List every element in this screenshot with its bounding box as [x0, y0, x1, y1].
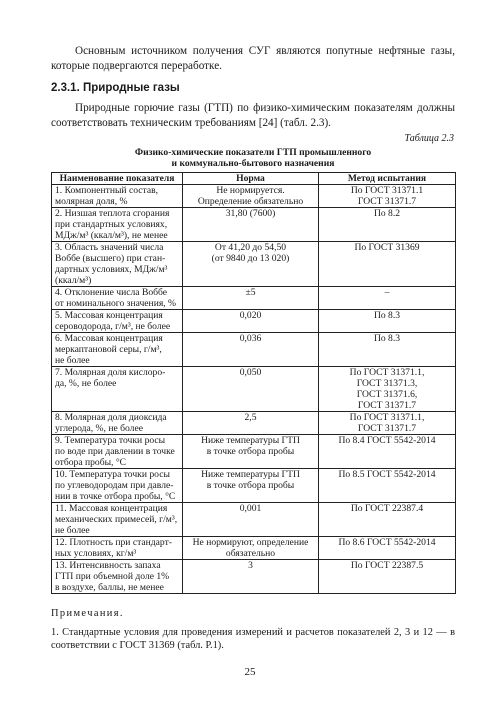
table-title: Физико-химические показатели ГТП промышленного и коммунально-бытового назначения — [134, 147, 372, 169]
method-cell: По ГОСТ 31371.1 ГОСТ 31371.7 — [319, 185, 456, 208]
method-cell: По ГОСТ 22387.5 — [319, 560, 456, 594]
norm-cell: 0,050 — [183, 367, 319, 412]
norm-cell: 0,001 — [183, 503, 319, 537]
indicator-cell: 1. Компонентный состав, молярная доля, % — [52, 185, 183, 208]
norm-cell: Не нормируют, определение обязательно — [183, 537, 319, 560]
intro-paragraph-text: Основным источником получения СУГ являются попутные нефтяные газы, которые подвергаются переработке. — [51, 45, 455, 72]
table-caption: Таблица 2.3 — [404, 133, 454, 144]
header-norm: Норма — [183, 173, 319, 185]
indicator-cell: 12. Плотность при стандарт- ных условиях, кг/м³ — [52, 537, 183, 560]
norm-cell: ±5 — [183, 287, 319, 310]
method-cell: По ГОСТ 31371.1, ГОСТ 31371.3, ГОСТ 31371.6, ГОСТ 31371.7 — [319, 367, 456, 412]
indicator-cell: 11. Массовая концентрация механических примесей, г/м³, не более — [52, 503, 183, 537]
norm-cell: От 41,20 до 54,50 (от 9840 до 13 020) — [183, 242, 319, 287]
method-cell: По 8.3 — [319, 310, 456, 333]
header-indicator: Наименование показателя — [52, 173, 183, 185]
method-cell: По 8.5 ГОСТ 5542-2014 — [319, 469, 456, 503]
table-row — [52, 560, 456, 594]
notes-title: Примечания. — [51, 608, 124, 619]
norm-cell: Не нормируется. Определение обязательно — [183, 185, 319, 208]
norm-cell: Ниже температуры ГТП в точке отбора пробы — [183, 469, 319, 503]
requirements-paragraph-text: Природные горючие газы (ГТП) по физико-химическим показателям должны соответствовать техническим требованиям [24] (табл. 2.3). — [51, 102, 455, 129]
indicator-cell: 5. Массовая концентрация сероводорода, г/м³, не более — [52, 310, 183, 333]
note-1: 1. Стандартные условия для проведения измерений и расчетов показателей 2, 3 и 12 — в соответствии с ГОСТ 31369 (табл. Р.1). — [51, 627, 455, 651]
method-cell: – — [319, 287, 456, 310]
table-row — [52, 310, 456, 333]
method-cell: По ГОСТ 22387.4 — [319, 503, 456, 537]
norm-cell: 0,036 — [183, 333, 319, 367]
norm-cell: 31,80 (7600) — [183, 208, 319, 242]
table-header-row — [52, 173, 456, 185]
table-row — [52, 208, 456, 242]
page-number: 25 — [244, 666, 256, 678]
method-cell: По ГОСТ 31371.1, ГОСТ 31371.7 — [319, 412, 456, 435]
header-method: Метод испытания — [319, 173, 456, 185]
table-row — [52, 242, 456, 287]
table-row — [52, 469, 456, 503]
requirements-paragraph — [51, 101, 455, 131]
method-cell: По 8.2 — [319, 208, 456, 242]
method-cell: По 8.6 ГОСТ 5542-2014 — [319, 537, 456, 560]
table-row — [52, 537, 456, 560]
indicator-cell: 2. Низшая теплота сгорания при стандартных условиях, МДж/м³ (ккал/м³), не менее — [52, 208, 183, 242]
table-row — [52, 503, 456, 537]
table-row — [52, 185, 456, 208]
indicator-cell: 10. Температура точки росы по углеводородам при давле- нии в точке отбора пробы, °С — [52, 469, 183, 503]
norm-cell: 2,5 — [183, 412, 319, 435]
intro-paragraph — [51, 44, 455, 74]
indicator-cell: 3. Область значений числа Воббе (высшего) при стан- дартных условиях, МДж/м³ (ккал/м³) — [52, 242, 183, 287]
method-cell: По 8.4 ГОСТ 5542-2014 — [319, 435, 456, 469]
norm-cell: 0,020 — [183, 310, 319, 333]
indicator-cell: 8. Молярная доля диоксида углерода, %, не более — [52, 412, 183, 435]
table-row — [52, 435, 456, 469]
indicator-cell: 9. Температура точки росы по воде при давлении в точке отбора пробы, °С — [52, 435, 183, 469]
indicator-cell: 13. Интенсивность запаха ГТП при объемной доле 1% в воздухе, баллы, не менее — [52, 560, 183, 594]
indicator-cell: 6. Массовая концентрация меркаптановой серы, г/м³, не более — [52, 333, 183, 367]
specification-table — [51, 172, 456, 594]
table-row — [52, 287, 456, 310]
table-row — [52, 367, 456, 412]
table-row — [52, 412, 456, 435]
section-heading: 2.3.1. Природные газы — [51, 82, 180, 94]
indicator-cell: 4. Отклонение числа Воббе от номинального значения, % — [52, 287, 183, 310]
method-cell: По 8.3 — [319, 333, 456, 367]
indicator-cell: 7. Молярная доля кислоро- да, %, не более — [52, 367, 183, 412]
norm-cell: 3 — [183, 560, 319, 594]
table-row — [52, 333, 456, 367]
method-cell: По ГОСТ 31369 — [319, 242, 456, 287]
norm-cell: Ниже температуры ГТП в точке отбора пробы — [183, 435, 319, 469]
